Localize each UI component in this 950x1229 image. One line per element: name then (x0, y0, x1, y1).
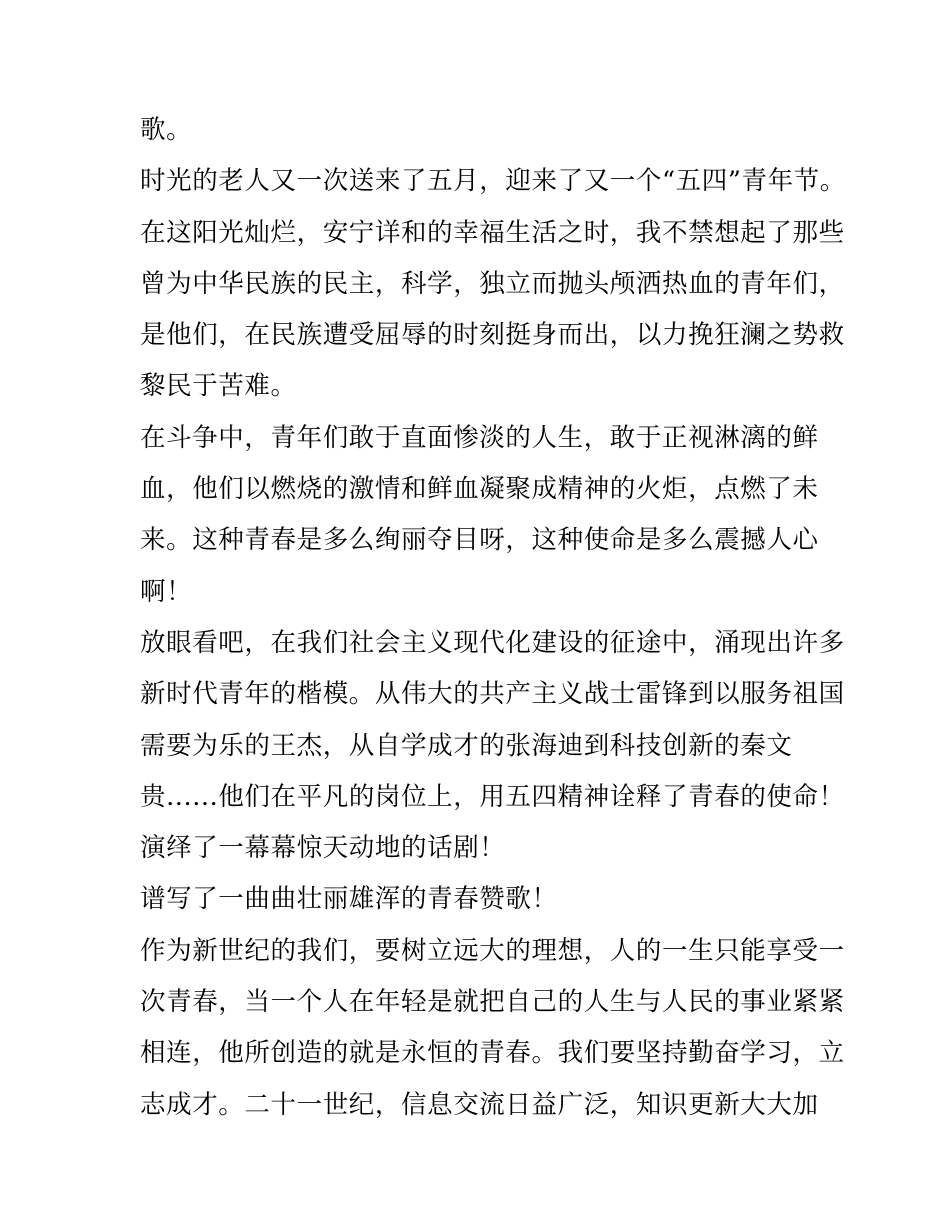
text-line-14: 贵......他们在平凡的岗位上，用五四精神诠释了青春的使命！ (140, 781, 845, 812)
text-line-19: 相连，他所创造的就是永恒的青春。我们要坚持勤奋学习，立 (140, 1038, 845, 1069)
text-line-8: 血，他们以燃烧的激情和鲜血凝聚成精神的火炬，点燃了未 (140, 474, 819, 505)
text-line-12: 新时代青年的楷模。从伟大的共产主义战士雷锋到以服务祖国 (140, 679, 845, 710)
text-line-11: 放眼看吧，在我们社会主义现代化建设的征途中，涌现出许多 (140, 627, 845, 658)
text-line-6: 黎民于苦难。 (140, 371, 297, 402)
text-line-18: 次青春，当一个人在年轻是就把自己的人生与人民的事业紧紧 (140, 987, 845, 1018)
text-line-3: 在这阳光灿烂，安宁详和的幸福生活之时，我不禁想起了那些 (140, 217, 845, 248)
text-line-20: 志成才。二十一世纪，信息交流日益广泛，知识更新大大加 (140, 1089, 819, 1120)
text-line-5: 是他们，在民族遭受屈辱的时刻挺身而出，以力挽狂澜之势救 (140, 320, 845, 351)
text-line-9: 来。这种青春是多么绚丽夺目呀，这种使命是多么震撼人心 (140, 525, 819, 556)
text-line-4: 曾为中华民族的民主，科学，独立而抛头颅洒热血的青年们， (140, 268, 845, 299)
text-line-7: 在斗争中，青年们敢于直面惨淡的人生，敢于正视淋漓的鲜 (140, 422, 819, 453)
text-line-16: 谱写了一曲曲壮丽雄浑的青春赞歌！ (140, 884, 558, 915)
text-line-2: 时光的老人又一次送来了五月，迎来了又一个“五四”青年节。 (140, 166, 846, 197)
text-line-17: 作为新世纪的我们，要树立远大的理想，人的一生只能享受一 (140, 935, 845, 966)
essay-text (140, 105, 846, 1131)
text-line-1: 歌。 (140, 115, 193, 145)
text-line-15: 演绎了一幕幕惊天动地的话剧！ (140, 833, 506, 864)
text-line-13: 需要为乐的王杰，从自学成才的张海迪到科技创新的秦文 (140, 730, 793, 761)
text-line-10: 啊！ (140, 576, 193, 607)
